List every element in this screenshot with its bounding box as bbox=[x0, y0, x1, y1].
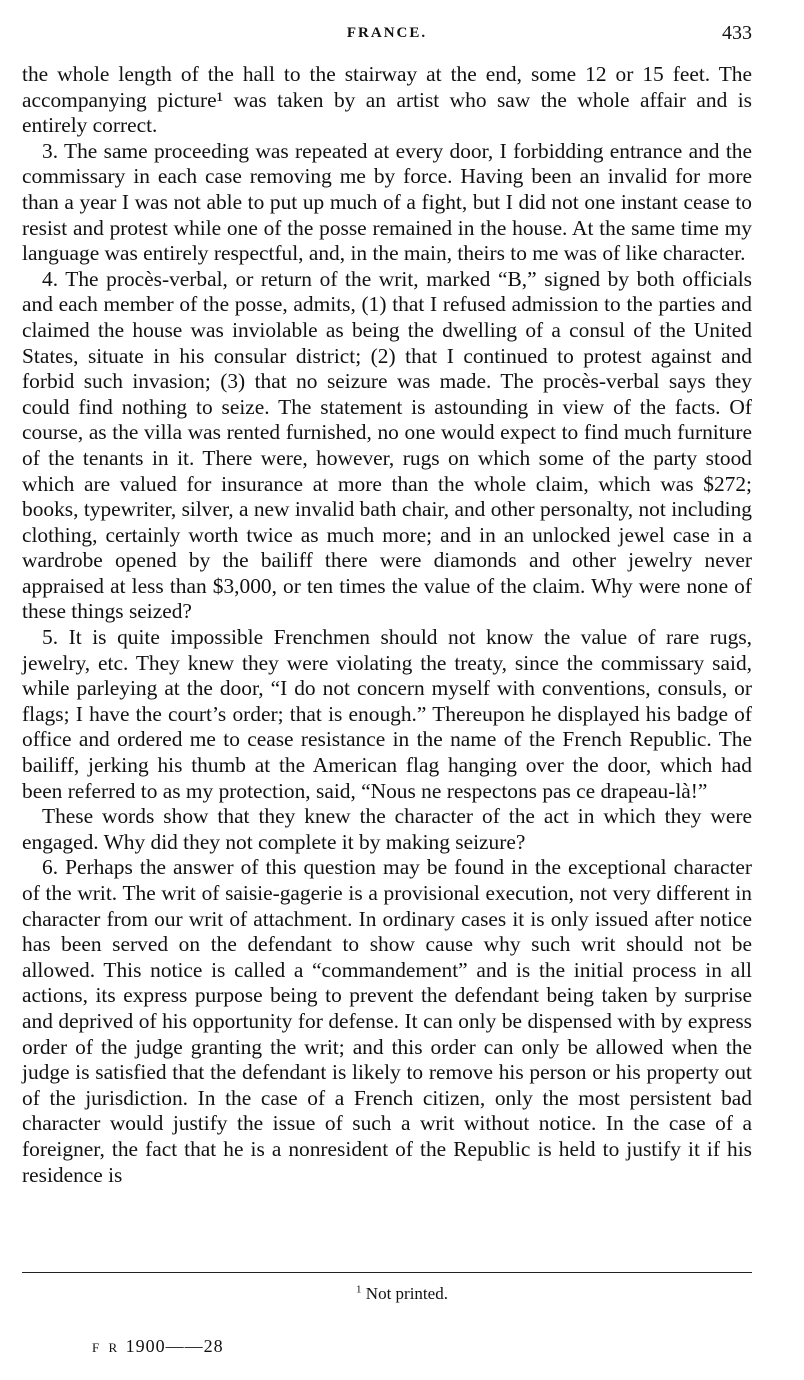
body-text bbox=[22, 62, 752, 1188]
footnote-text: Not printed. bbox=[365, 1284, 448, 1303]
paragraph-4: 4. The procès-verbal, or return of the writ, marked “B,” signed by both officials and each member of the posse, admits, (1) that I refused admission to the parties and claimed the house was inviolable as being the dwelling of a consul of the United States, situate in his consular district; (2) that I continued to protest against and forbid such invasion; (3) that no seizure was made. The procès-verbal says they could find nothing to seize. The statement is astounding in view of the facts. Of course, as the villa was rented furnished, no one would expect to find much furniture of the tenants in it. There were, however, rugs on which some of the party stood which are valued for insurance at more than the whole claim, which was $272; books, typewriter, silver, a new invalid bath chair, and other personalty, not including clothing, certainly worth twice as much more; and in an unlocked jewel case in a wardrobe opened by the bailiff there were diamonds and other jewelry never appraised at less than $3,000, or ten times the value of the claim. Why were none of these things seized? bbox=[22, 266, 752, 624]
page-header bbox=[22, 22, 752, 52]
paragraph-continued: the whole length of the hall to the stairway at the end, some 12 or 15 feet. The accompanying picture¹ was taken by an artist who saw the whole affair and is entirely correct. bbox=[22, 62, 752, 138]
footnote-marker: 1 bbox=[356, 1283, 362, 1296]
running-head: FRANCE. bbox=[346, 25, 428, 41]
footnote-rule bbox=[22, 1272, 752, 1273]
printer-signature bbox=[92, 1336, 224, 1357]
footnote bbox=[0, 1284, 804, 1304]
paragraph-3: 3. The same proceeding was repeated at every door, I forbidding entrance and the commissary in each case removing me by force. Having been an invalid for more than a year I was not able to put up much of a fight, but I did not one instant cease to resist and protest while one of the posse remained in the house. At the same time my language was entirely respectful, and, in the main, theirs to me was of like character. bbox=[22, 138, 752, 266]
signature-text: 1900——28 bbox=[125, 1336, 224, 1356]
paragraph-5: 5. It is quite impossible Frenchmen should not know the value of rare rugs, jewelry, etc. They knew they were violating the treaty, since the commissary said, while parleying at the door, “I do not concern myself with conventions, consuls, or flags; I have the court’s order; that is enough.” Thereupon he displayed his badge of office and ordered me to cease resistance in the name of the French Republic. The bailiff, jerking his thumb at the American flag hanging over the door, which had been referred to as my protection, said, “Nous ne respectons pas ce drapeau-là!” bbox=[22, 625, 752, 803]
page-number: 433 bbox=[722, 22, 752, 44]
paragraph-5-continuation: These words show that they knew the character of the act in which they were engaged. Why did they not complete it by making seizure? bbox=[22, 804, 752, 854]
paragraph-6: 6. Perhaps the answer of this question may be found in the exceptional character of the writ. The writ of saisie-gagerie is a provisional execution, not very different in character from our writ of attachment. In ordinary cases it is only issued after notice has been served on the defendant to show cause why such writ should not be allowed. This notice is called a “commandement” and is the initial process in all actions, its express purpose being to prevent the defendant being taken by surprise and deprived of his opportunity for defense. It can only be dispensed with by express order of the judge granting the writ; and this order can only be allowed when the judge is satisfied that the defendant is likely to remove his person or his property out of the jurisdiction. In the case of a French citizen, only the most persistent bad character would justify the issue of such a writ without notice. In the case of a foreigner, the fact that he is a nonresident of the Republic is held to justify it if his residence is bbox=[22, 855, 752, 1187]
signature-letters: F R bbox=[92, 1340, 121, 1355]
